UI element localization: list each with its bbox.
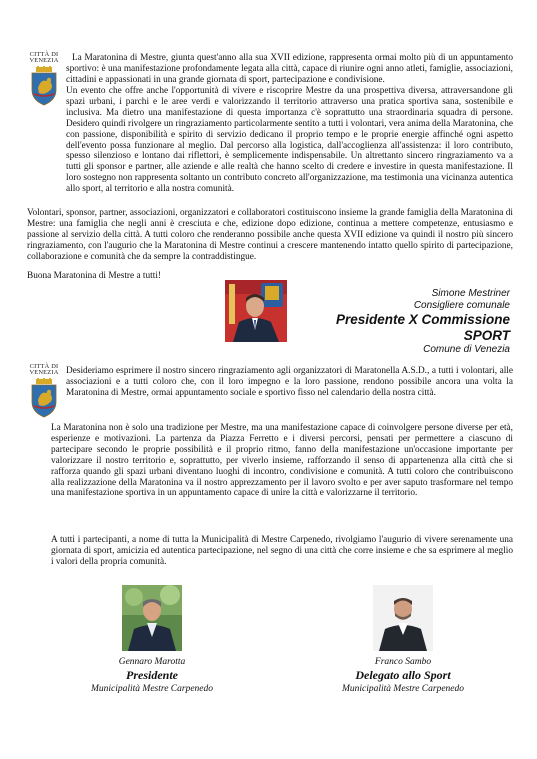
section1-body2 — [27, 208, 513, 263]
signer-name: Franco Sambo — [374, 657, 432, 667]
section1-body2-text: Volontari, sponsor, partner, associazioni, organizzatori e collaboratori costituiscono insieme la grande famiglia della Maratonina di Mestre: una famiglia che negli anni è cresciuta e che, edizione dopo edizione, continua a mettere competenze, entusiasmo e passione al servizio della città. A tutti coloro che renderanno possibile anche questa XVII edizione va quindi il nostro più sincero ringraziamento, con l'augurio che la Maratonina di Mestre continui a crescere mantenendo intatto quello spirito di partecipazione, collaborazione e comunità che da sempre la contraddistingue. — [27, 208, 513, 262]
crest-label-line1: CITTÀ DI — [29, 51, 59, 58]
portrait-photo-mestriner — [225, 280, 287, 342]
caption-marotta — [62, 656, 242, 695]
signature-block-1 — [290, 288, 510, 356]
signer-name: Gennaro Marotta — [118, 657, 186, 667]
signer-title: Delegato allo Sport — [355, 668, 451, 682]
section1-body1-text: Un evento che offre anche l'opportunità di vivere e riscoprire Mestre da una prospettiva diversa, attraversandone gli spazi urbani, i parchi e le aree verdi e valorizzando il territorio attraverso una pratica sportiva sana, sostenibile e inclusiva. Ma dietro una manifestazione di questa importanza c'è soprattutto una straordinaria squadra di persone. Desidero quindi rivolgere un ringraziamento particolarmente sentito a tutti i volontari, vera anima della Maratonina, che con passione, disponibilità e spirito di servizio dedicano il proprio tempo e le proprie energie affinché ogni aspetto dell'evento possa funzionare al meglio. Dal percorso alla logistica, dall'accoglienza all'assistenza: il loro contributo, spesso silenzioso e lontano dai riflettori, è semplicemente indispensabile. Un altrettanto sincero ringraziamento va a tutti gli sponsor e partner, alle aziende e alle realtà che hanno scelto di credere e investire in questa manifestazione. Il loro sostegno non rappresenta soltanto un contributo concreto all'organizzazione, ma testimonia una vicinanza autentica allo sport, al territorio e alla nostra comunità. — [66, 86, 513, 195]
signer-role: Consigliere comunale — [413, 300, 510, 311]
section2-body1 — [51, 423, 513, 499]
venezia-crest-icon — [27, 364, 61, 418]
portrait-photo-marotta — [122, 585, 182, 651]
signer-title: Presidente — [126, 668, 178, 682]
portrait-photo-sambo — [373, 585, 433, 651]
closing-line: Buona Maratonina di Mestre a tutti! — [27, 271, 161, 281]
crest-label — [27, 364, 61, 377]
section2-body1-text: La Maratonina non è solo una tradizione per Mestre, ma una manifestazione capace di coinvolgere persone diverse per età, esperienze e motivazioni. La partenza da Piazza Ferretto e i diversi percorsi, pensati per permettere a ciascuno di partecipare secondo le proprie possibilità e il proprio ritmo, fanno della manifestazione un'occasione importante per valorizzare il nostro territorio e, soprattutto, per viverlo insieme, rafforzando il senso di appartenenza alla città che si rafforza quando gli spazi urbani diventano luoghi di incontro, condivisione e comunità. A tutti coloro che contribuiscono alla realizzazione della Maratonina va il nostro apprezzamento per il lavoro svolto e per aver saputo trasformare nel tempo una manifestazione sportiva in un appuntamento capace di unire la città e valorizzarne il territorio. — [51, 423, 513, 499]
section1-intro-text: La Maratonina di Mestre, giunta quest'anno alla sua XVII edizione, rappresenta ormai molto più di un appuntamento sportivo: è una manifestazione profondamente legata alla città, capace di riunire ogni anno atleti, famiglie, associazioni, cittadini e appassionati in una grande giornata di sport, partecipazione e condivisione. — [66, 53, 513, 85]
caption-sambo — [313, 656, 493, 695]
signer-name: Simone Mestriner — [431, 288, 510, 299]
signer-org: Comune di Venezia — [423, 344, 510, 355]
signer-org: Municipalità Mestre Carpenedo — [341, 684, 465, 694]
venezia-crest-icon — [27, 52, 61, 106]
crest-label-line2: VENEZIA — [29, 57, 59, 65]
signer-org: Municipalità Mestre Carpenedo — [90, 684, 214, 694]
section2-intro-text: Desideriamo esprimere il nostro sincero ringraziamento agli organizzatori di Maratonella A.S.D., a tutti i volontari, alle associazioni e a tutti coloro che, con il loro impegno e la loro passione, rendono possibile ancora una volta la Maratonina di Mestre, ormai appuntamento sociale e sportivo fisso nel calendario della nostra città. — [66, 366, 513, 398]
section1-body1 — [66, 86, 513, 195]
section2-body2-text: A tutti i partecipanti, a nome di tutta la Municipalità di Mestre Carpenedo, rivolgiamo l'augurio di vivere serenamente una giornata di sport, amicizia ed autentica partecipazione, nel segno di una città che corre insieme e che sa esprimere al meglio i valori della propria comunità. — [51, 535, 513, 567]
crest-label-line1: CITTÀ DI — [29, 363, 59, 370]
section2-body2 — [51, 535, 513, 568]
section2-intro — [66, 366, 513, 399]
crest-label-line2: VENEZIA — [29, 369, 59, 377]
section1-intro — [66, 53, 513, 86]
crest-label — [27, 52, 61, 65]
signer-title: Presidente X Commissione SPORT — [335, 312, 510, 343]
